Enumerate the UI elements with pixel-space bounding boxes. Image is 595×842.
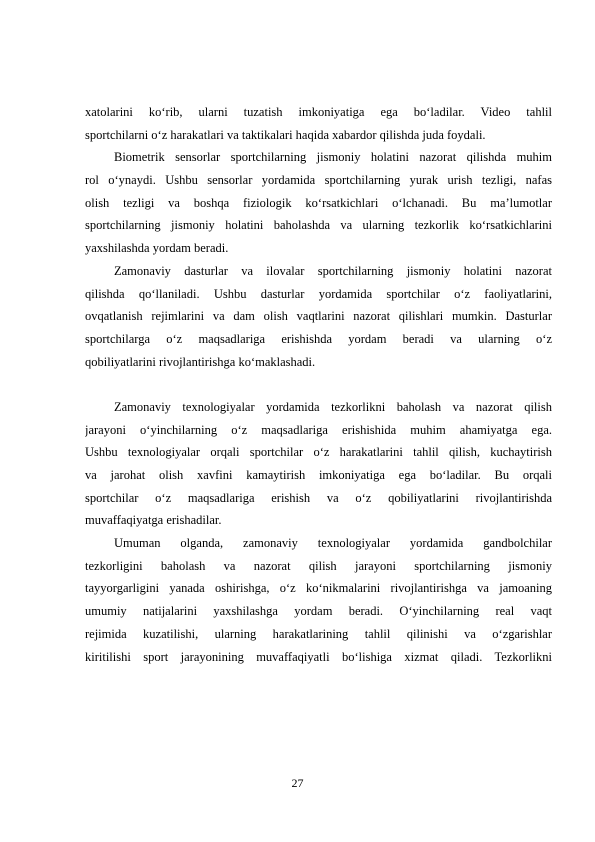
paragraph (85, 101, 552, 146)
text-line: sportchilar o‘z maqsadlariga erishish va o‘z qobiliyatlarini rivojlantirishda (85, 490, 552, 505)
paragraph (85, 396, 552, 532)
text-line: rol o‘ynaydi. Ushbu sensorlar yordamida sportchilarning yurak urish tezligi, nafas (85, 173, 552, 188)
text-line: Ushbu texnologiyalar orqali sportchilar o‘z harakatlarini tahlil qilish, kuchaytirish (85, 445, 552, 460)
text-line: olish tezligi va boshqa fiziologik ko‘rsatkichlari o‘lchanadi. Bu ma’lumotlar (85, 195, 552, 210)
text-line: sportchilarning jismoniy holatini baholashda va ularning tezkorlik ko‘rsatkichlarini (85, 218, 552, 233)
document-body (85, 101, 552, 668)
text-line: qilishda qo‘llaniladi. Ushbu dasturlar yordamida sportchilar o‘z faoliyatlarini, (85, 286, 552, 301)
paragraph (85, 146, 552, 259)
text-line: Biometrik sensorlar sportchilarning jismoniy holatini nazorat qilishda muhim (114, 150, 552, 165)
page-number: 27 (291, 776, 304, 790)
paragraph (85, 532, 552, 668)
text-line: sportchilarga o‘z maqsadlariga erishishda yordam beradi va ularning o‘z (85, 331, 552, 346)
text-line: Umuman olganda, zamonaviy texnologiyalar yordamida gandbolchilar (114, 536, 552, 551)
paragraph-spacer (85, 373, 552, 396)
text-line: jarayoni o‘yinchilarning o‘z maqsadlariga erishishida muhim ahamiyatga ega. (85, 422, 552, 437)
text-line: rejimida kuzatilishi, ularning harakatlarining tahlil qilinishi va o‘zgarishlar (85, 626, 552, 641)
text-line: ovqatlanish rejimlarini va dam olish vaqtlarini nazorat qilishlari mumkin. Dasturlar (85, 309, 552, 324)
text-line: tezkorligini baholash va nazorat qilish jarayoni sportchilarning jismoniy (85, 558, 552, 573)
text-line: muvaffaqiyatga erishadilar. (85, 513, 222, 528)
text-line: kiritilishi sport jarayonining muvaffaqiyatli bo‘lishiga xizmat qiladi. Tezkorlikni (85, 649, 552, 664)
text-line: xatolarini ko‘rib, ularni tuzatish imkoniyatiga ega bo‘ladilar. Video tahlil (85, 105, 552, 119)
text-line: sportchilarni o‘z harakatlari va taktikalari haqida xabardor qilishda juda foydali. (85, 127, 486, 142)
text-line: umumiy natijalarini yaxshilashga yordam beradi. O‘yinchilarning real vaqt (85, 604, 552, 619)
text-line: tayyorgarligini yanada oshirishga, o‘z ko‘nikmalarini rivojlantirishga va jamoaning (85, 581, 552, 596)
text-line: qobiliyatlarini rivojlantirishga ko‘maklashadi. (85, 354, 316, 369)
text-line: yaxshilashda yordam beradi. (85, 241, 229, 256)
text-line: Zamonaviy texnologiyalar yordamida tezkorlikni baholash va nazorat qilish (114, 399, 552, 414)
text-line: Zamonaviy dasturlar va ilovalar sportchilarning jismoniy holatini nazorat (114, 263, 552, 278)
text-line: va jarohat olish xavfini kamaytirish imkoniyatiga ega bo‘ladilar. Bu orqali (85, 468, 552, 482)
paragraph (85, 260, 552, 373)
